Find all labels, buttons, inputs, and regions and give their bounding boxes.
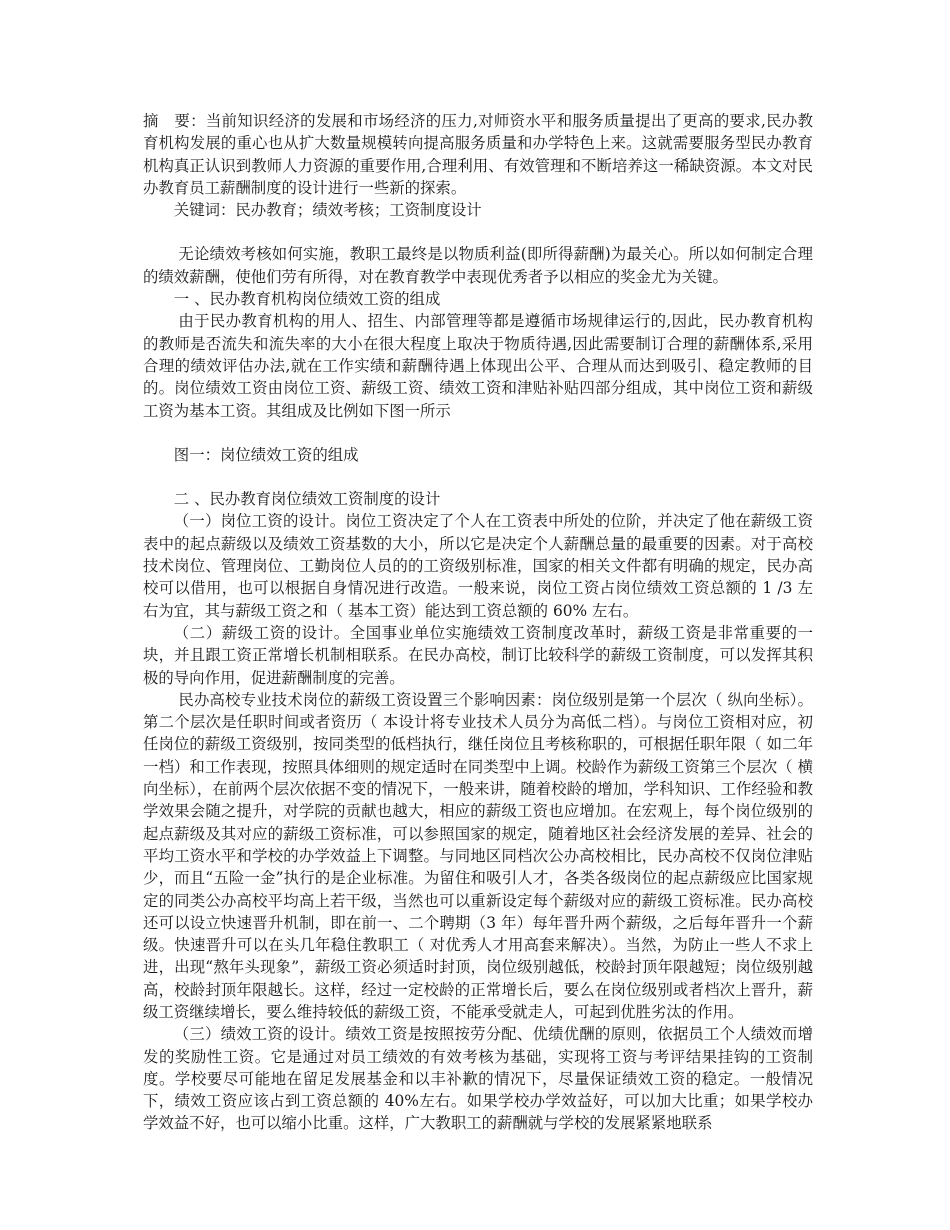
intro-paragraph: 无论绩效考核如何实施，教职工最终是以物质利益(即所得薪酬)为最关心。所以如何制定合理的绩效薪酬，使他们劳有所得，对在教育教学中表现优秀者予以相应的奖金尤为关键。 (143, 245, 813, 286)
keywords-line: 关键词：民办教育；绩效考核；工资制度设计 (173, 201, 482, 220)
spacer (143, 221, 813, 243)
section-2-part-2: （二）薪级工资的设计。全国事业单位实施绩效工资制度改革时，薪级工资是非常重要的一块，并且跟工资正常增长机制相联系。在民办高校，制订比较科学的薪级工资制度，可以发挥其积极的导向作用，促进薪酬制度的完善。 (143, 623, 813, 687)
section-1-heading: 一 、民办教育机构岗位绩效工资的组成 (173, 290, 441, 309)
figure-caption: 图一：岗位绩效工资的组成 (173, 445, 359, 464)
document-page (143, 110, 813, 1135)
section-2-part-3: （三）绩效工资的设计。绩效工资是按照按劳分配、优绩优酬的原则，依据员工个人绩效而增发的奖励性工资。它是通过对员工绩效的有效考核为基础，实现将工资与考评结果挂钩的工资制度。学校要尽可能地在留足发展基金和以丰补歉的情况下，尽量保证绩效工资的稳定。一般情况下，绩效工资应该占到工资总额的 40%左右。如果学校办学效益好，可以加大比重；如果学校办学效益不好，也可以缩小比重。这样，广大教职工的薪酬就与学校的发展紧紧地联系 (143, 1025, 813, 1133)
spacer (143, 466, 813, 488)
spacer (143, 422, 813, 444)
section-2-part-2-detail: 民办高校专业技术岗位的薪级工资设置三个影响因素：岗位级别是第一个层次（ 纵向坐标）。第二个层次是任职时间或者资历（ 本设计将专业技术人员分为高低二档）。与岗位工资相对应，初任岗位的薪级工资级别，按同类型的低档执行，继任岗位且考核称职的，可根据任职年限（ 如二年一档）和工作表现，按照具体细则的规定适时在同类型中上调。校龄作为薪级工资第三个层次（ 横向坐标），在前两个层次依据不变的情况下，一般来讲，随着校龄的增加，学科知识、工作经验和教学效果会随之提升，对学院的贡献也越大，相应的薪级工资也应增加。在宏观上，每个岗位级别的起点薪级及其对应的薪级工资标准，可以参照国家的规定，随着地区社会经济发展的差异、社会的平均工资水平和学校的办学效益上下调整。与同地区同档次公办高校相比，民办高校不仅岗位津贴少，而且“五险一金”执行的是企业标准。为留住和吸引人才，各类各级岗位的起点薪级应比国家规定的同类公办高校平均高上若干级，当然也可以重新设定每个薪级对应的薪级工资标准。民办高校还可以设立快速晋升机制，即在前一、二个聘期（3 年）每年晋升两个薪级，之后每年晋升一个薪级。快速晋升可以在头几年稳住教职工（ 对优秀人才用高套来解决）。当然，为防止一些人不求上进，出现“熬年头现象”，薪级工资必须适时封顶，岗位级别越低，校龄封顶年限越短；岗位级别越高，校龄封顶年限越长。这样，经过一定校龄的正常增长后，要么在岗位级别或者档次上晋升，薪级工资继续增长，要么维持较低的薪级工资，不能承受就走人，可起到优胜劣汰的作用。 (143, 690, 813, 1021)
section-2-part-1: （一）岗位工资的设计。岗位工资决定了个人在工资表中所处的位阶，并决定了他在薪级工资表中的起点薪级以及绩效工资基数的大小，所以它是决定个人薪酬总量的最重要的因素。对于高校技术岗位、管理岗位、工勤岗位人员的的工资级别标准，国家的相关文件都有明确的规定，民办高校可以借用，也可以根据自身情况进行改造。一般来说，岗位工资占岗位绩效工资总额的 1 /3 左右为宜，其与薪级工资之和（ 基本工资）能达到工资总额的 60% 左右。 (143, 512, 813, 620)
abstract-paragraph: 摘 要：当前知识经济的发展和市场经济的压力,对师资水平和服务质量提出了更高的要求,民办教育机构发展的重心也从扩大数量规模转向提高服务质量和办学特色上来。这就需要服务型民办教育机构真正认识到教师人力资源的重要作用,合理利用、有效管理和不断培养这一稀缺资源。本文对民办教育员工薪酬制度的设计进行一些新的探索。 (143, 112, 813, 197)
section-1-paragraph: 由于民办教育机构的用人、招生、内部管理等都是遵循市场规律运行的,因此，民办教育机构的教师是否流失和流失率的大小在很大程度上取决于物质待遇,因此需要制订合理的薪酬体系,采用合理的绩效评估办法,就在工作实绩和薪酬待遇上体现出公平、合理从而达到吸引、稳定教师的目的。岗位绩效工资由岗位工资、薪级工资、绩效工资和津贴补贴四部分组成，其中岗位工资和薪级工资为基本工资。其组成及比例如下图一所示 (143, 312, 813, 420)
section-2-heading: 二 、民办教育岗位绩效工资制度的设计 (173, 490, 441, 509)
